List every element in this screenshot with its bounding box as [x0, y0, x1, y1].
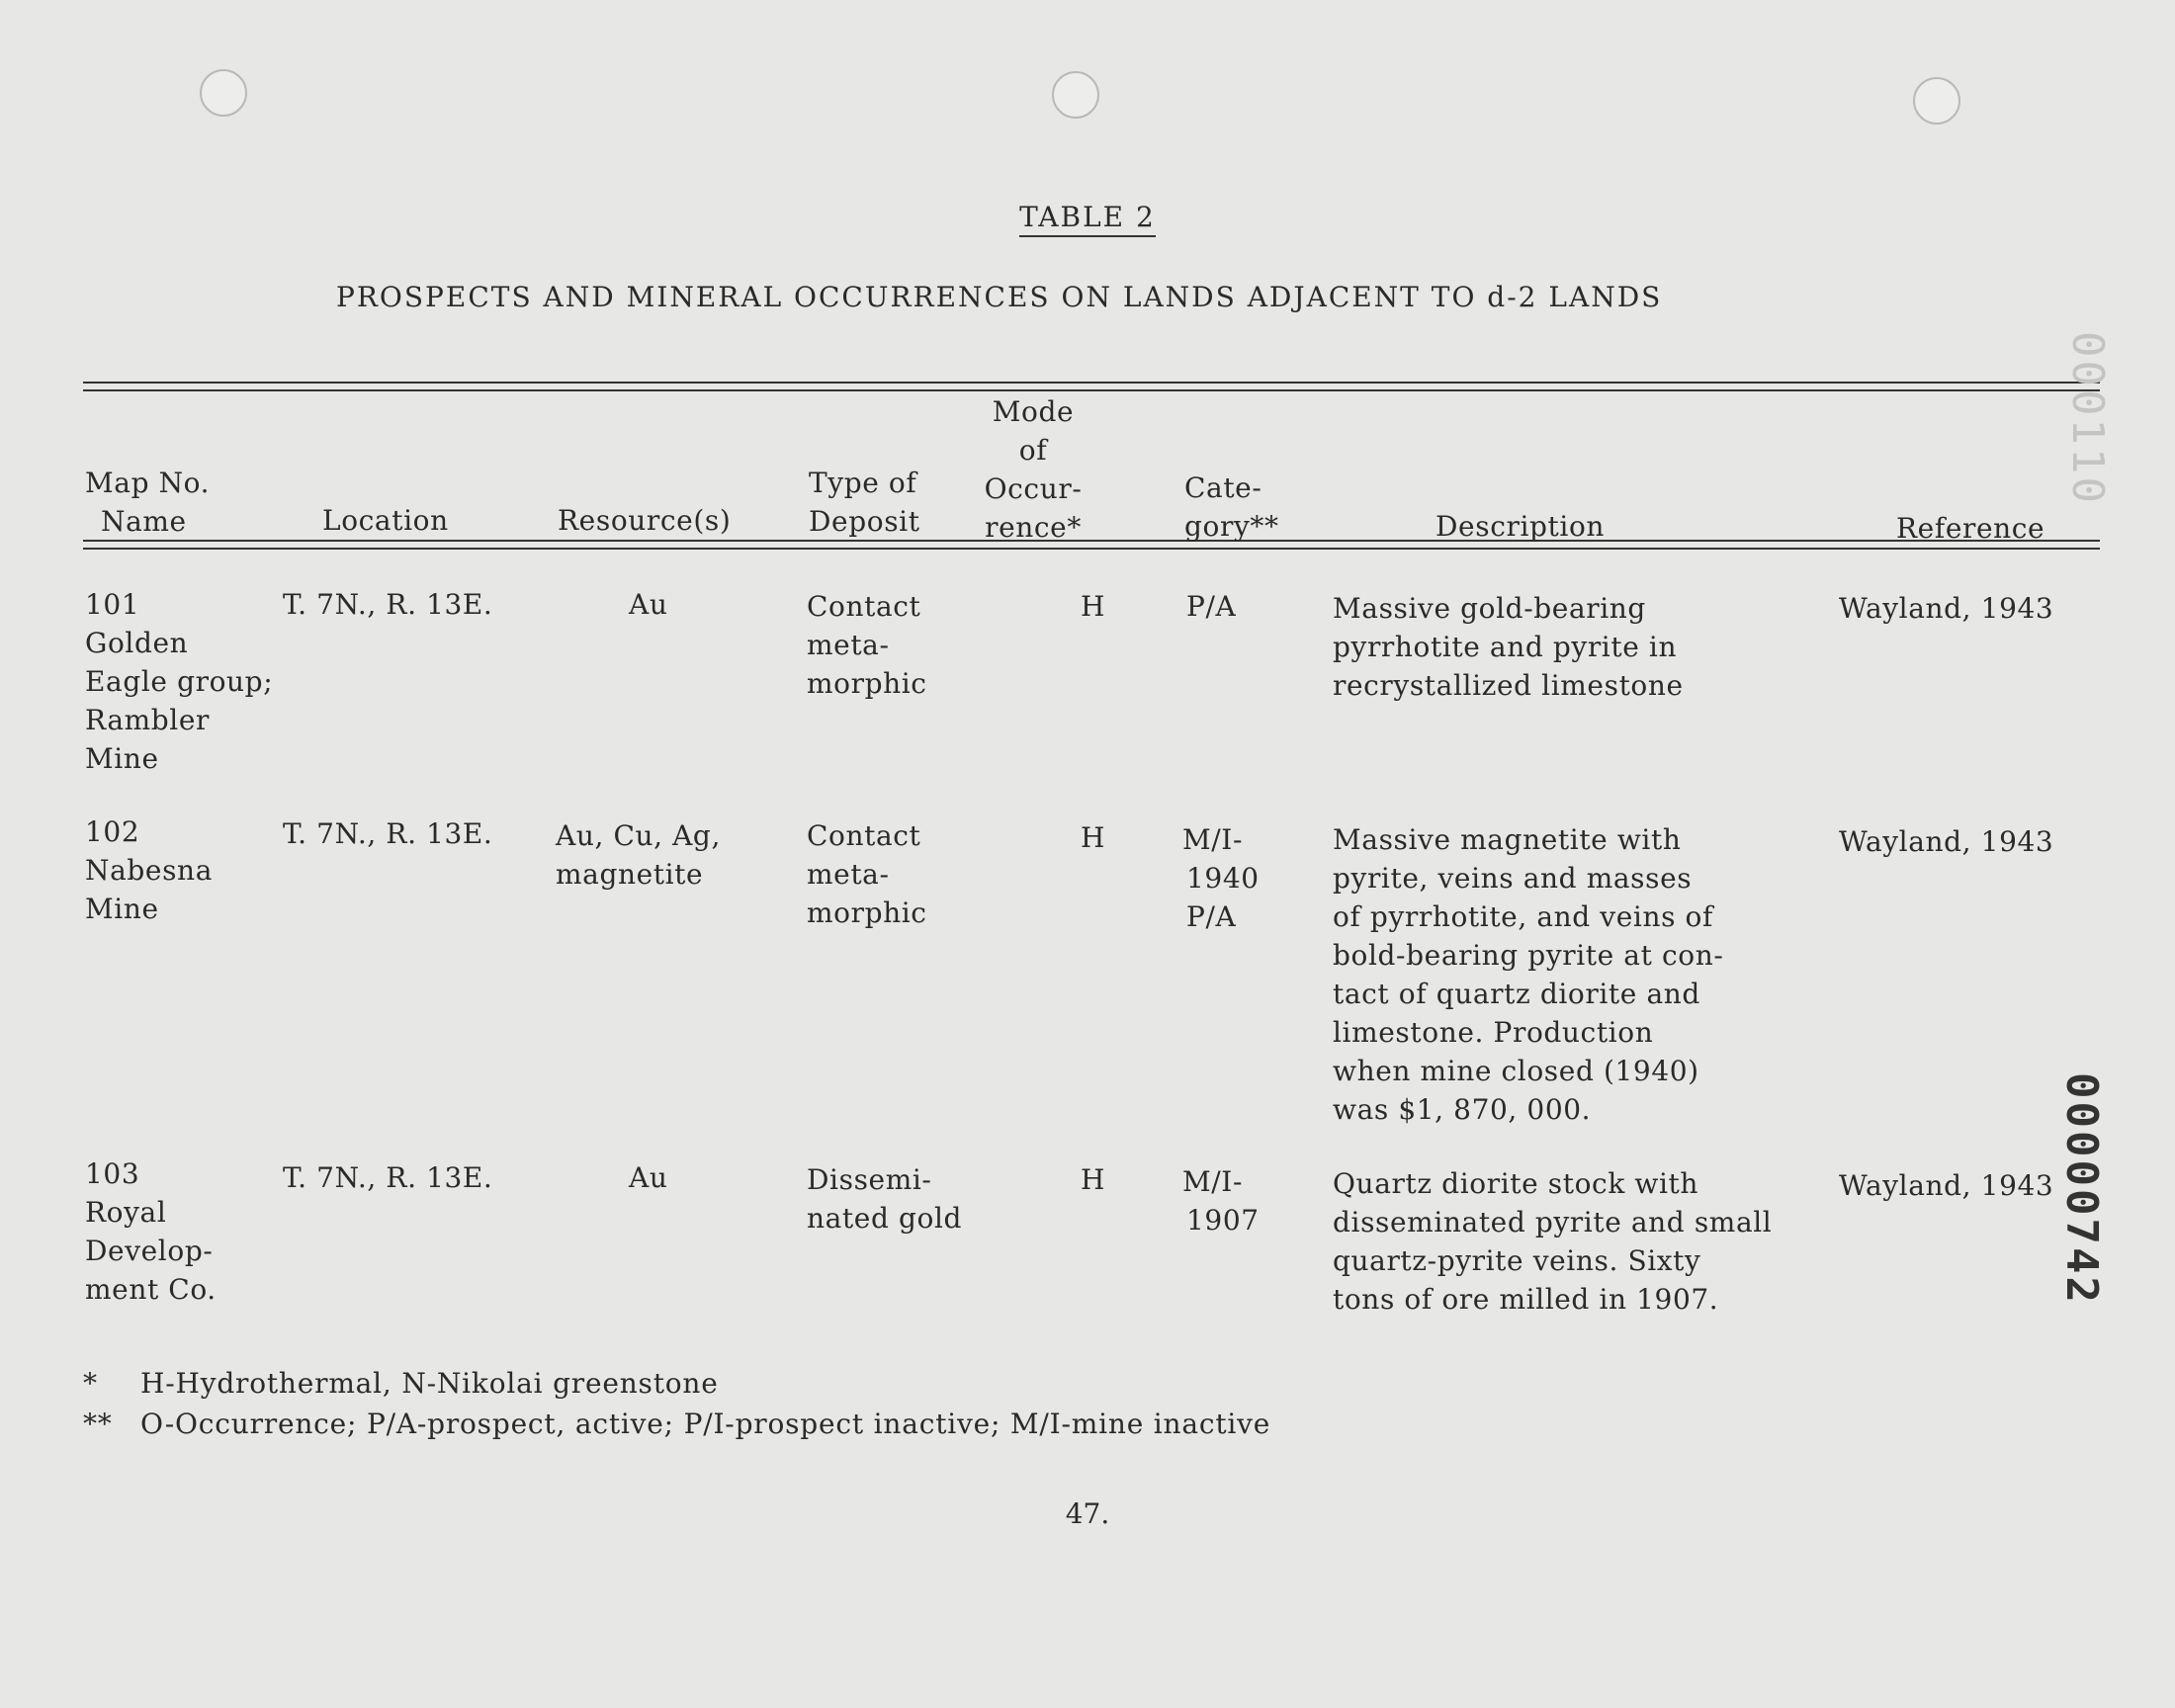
table-title: PROSPECTS AND MINERAL OCCURRENCES ON LANDS ADJACENT TO d-2 LANDS [336, 281, 1663, 313]
row3-mode: H [1081, 1163, 1106, 1196]
top-rule-1 [83, 382, 2100, 384]
header-mode-of-occurrence: Mode of Occur- rence* [984, 395, 1083, 544]
row1-description: Massive gold-bearing pyrrhotite and pyrite in recrystallized limestone [1333, 592, 1684, 702]
header-reference: Reference [1896, 512, 2045, 545]
row3-resources: Au [629, 1161, 668, 1194]
header-rule-2 [83, 548, 2100, 550]
row1-reference: Wayland, 1943 [1839, 592, 2054, 625]
row3-deposit: Dissemi- nated gold [807, 1163, 963, 1235]
punch-hole-right [1913, 77, 1960, 125]
row3-description: Quartz diorite stock with disseminated pyrite and small quartz-pyrite veins. Sixty tons of ore milled in 1907. [1333, 1167, 1773, 1316]
row1-map-no: 101 Golden Eagle group; Rambler Mine [85, 588, 274, 775]
row2-resources: Au, Cu, Ag, magnetite [556, 819, 721, 891]
row1-deposit: Contact meta- morphic [807, 590, 927, 700]
row1-category: P/A [1186, 590, 1237, 623]
row3-category: M/I- 1907 [1182, 1165, 1260, 1237]
header-resources: Resource(s) [558, 504, 732, 537]
header-description: Description [1436, 510, 1606, 543]
header-type-of-deposit: Type of Deposit [809, 467, 920, 538]
header-map-no: Map No. Name [85, 467, 211, 538]
row2-map-no: 102 Nabesna Mine [85, 815, 213, 925]
punch-hole-center [1052, 71, 1099, 119]
top-rule-2 [83, 389, 2100, 391]
header-rule-1 [83, 540, 2100, 542]
row1-mode: H [1081, 590, 1106, 623]
footnote-category: ** O-Occurrence; P/A-prospect, active; P/I-prospect inactive; M/I-mine inactive [83, 1408, 1271, 1440]
row3-map-no: 103 Royal Develop- ment Co. [85, 1157, 217, 1306]
row3-reference: Wayland, 1943 [1839, 1169, 2054, 1202]
page-number: 47. [1065, 1497, 1110, 1530]
row2-reference: Wayland, 1943 [1839, 825, 2054, 858]
row3-location: T. 7N., R. 13E. [283, 1161, 493, 1194]
row1-location: T. 7N., R. 13E. [283, 588, 493, 621]
table-label: TABLE 2 [0, 201, 2175, 233]
row2-mode: H [1081, 821, 1106, 854]
row2-location: T. 7N., R. 13E. [283, 817, 493, 850]
row1-resources: Au [629, 588, 668, 621]
faint-bleed-through-number: 000110 [2062, 331, 2113, 506]
header-location: Location [322, 504, 449, 537]
punch-hole-left [200, 69, 247, 117]
document-stamp-number: 00000742 [2056, 1072, 2107, 1306]
row2-category: M/I- 1940 P/A [1182, 823, 1260, 933]
header-category: Cate- gory** [1184, 471, 1279, 543]
footnote-mode: * H-Hydrothermal, N-Nikolai greenstone [83, 1367, 719, 1400]
row2-deposit: Contact meta- morphic [807, 819, 927, 929]
row2-description: Massive magnetite with pyrite, veins and masses of pyrrhotite, and veins of bold-bearing pyrite at con- tact of quartz diorite and limestone. Production when mine closed (1940) was $1, 870, 000. [1333, 823, 1724, 1126]
